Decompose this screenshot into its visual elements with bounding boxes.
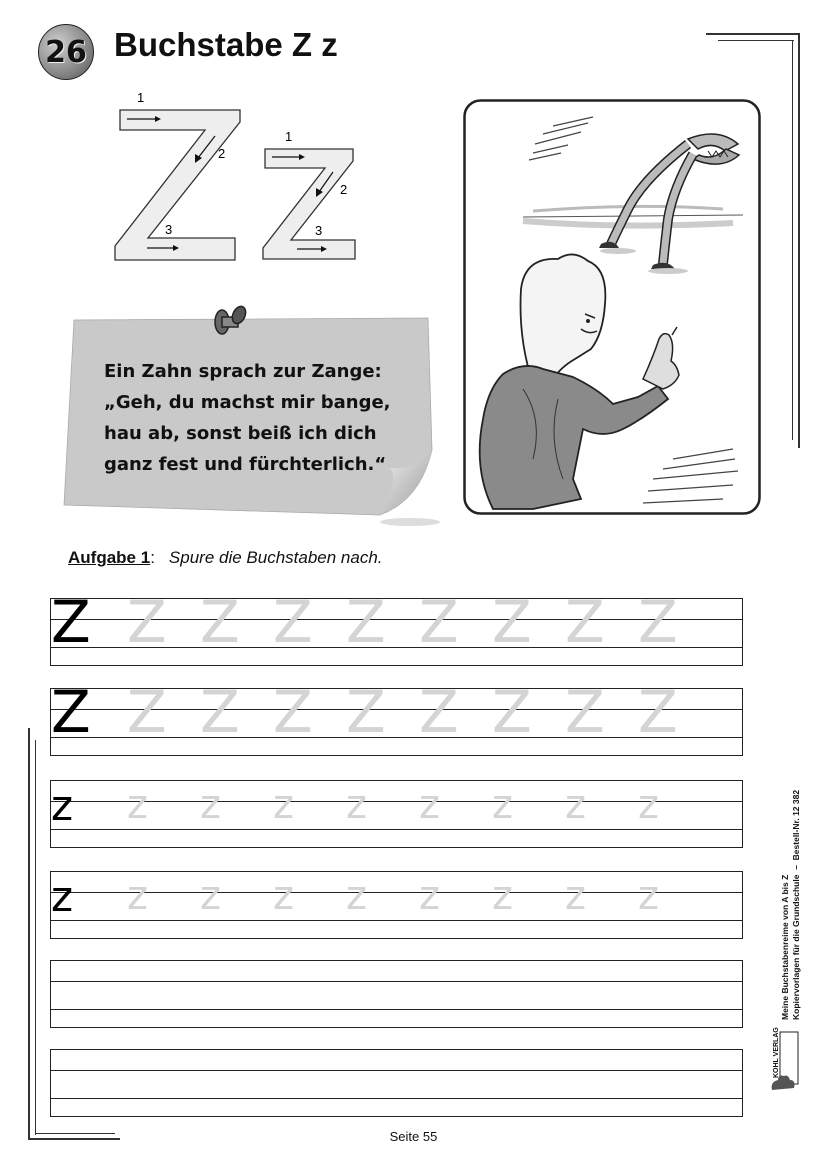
trace-letter: z xyxy=(127,782,148,828)
trace-letter: Z xyxy=(419,678,459,746)
trace-letter: Z xyxy=(419,588,459,656)
rhyme-line-2: „Geh, du machst mir bange, xyxy=(104,392,391,413)
upper-step-2: 2 xyxy=(218,146,226,161)
trace-letter: z xyxy=(638,873,659,919)
frame-left-vertical-2 xyxy=(35,740,36,1135)
model-letter: Z xyxy=(51,678,91,746)
trace-letter: z xyxy=(127,873,148,919)
tooth-and-pliers-illustration xyxy=(463,99,761,515)
sidebar-order-number: Bestell-Nr. 12 382 xyxy=(791,789,801,861)
sidebar-separator: – xyxy=(791,865,801,870)
writing-guide-line xyxy=(51,981,742,982)
sidebar-subtitle xyxy=(791,790,801,1020)
trace-letter: Z xyxy=(565,678,605,746)
tracing-row[interactable] xyxy=(50,678,743,756)
frame-right-vertical xyxy=(798,33,800,448)
lower-step-2: 2 xyxy=(340,182,348,197)
rhyme-text xyxy=(104,356,391,480)
writing-guide-line xyxy=(51,1009,742,1010)
writing-guide-line xyxy=(51,920,742,921)
stroke-order-lower-z xyxy=(255,128,365,263)
upper-step-3: 3 xyxy=(165,222,173,237)
trace-letter: z xyxy=(200,782,221,828)
page-footer: Seite 55 xyxy=(389,1129,438,1144)
trace-letter: Z xyxy=(200,678,240,746)
upper-step-1: 1 xyxy=(137,90,145,105)
frame-top-right xyxy=(706,33,800,35)
frame-left-vertical xyxy=(28,728,30,1140)
stroke-order-upper-z xyxy=(105,88,245,263)
trace-letter: Z xyxy=(273,588,313,656)
task-text: Spure die Buchstaben nach. xyxy=(168,548,383,567)
writing-guide-line xyxy=(51,829,742,830)
trace-letter: z xyxy=(492,782,513,828)
tracing-row[interactable] xyxy=(50,960,743,1028)
writing-guide-line xyxy=(51,1070,742,1071)
page-number-badge xyxy=(38,24,94,80)
trace-letter: z xyxy=(492,873,513,919)
page-title: Buchstabe Z z xyxy=(114,26,338,63)
sidebar-series-title: Meine Buchstabenreime von A bis Z xyxy=(780,874,790,1020)
rhyme-line-1: Ein Zahn sprach zur Zange: xyxy=(104,361,382,382)
model-letter: z xyxy=(51,872,74,921)
task-label: Aufgabe 1 xyxy=(68,548,151,567)
task-colon: : xyxy=(150,548,155,567)
trace-letter: z xyxy=(638,782,659,828)
trace-letter: Z xyxy=(200,588,240,656)
publisher-logo-text: KOHL VERLAG xyxy=(773,1027,780,1078)
tracing-row[interactable] xyxy=(50,780,743,848)
page-number: 26 xyxy=(45,34,87,70)
task-instruction xyxy=(68,548,383,568)
trace-letter: z xyxy=(273,873,294,919)
tracing-row[interactable] xyxy=(50,871,743,939)
rhyme-line-3: hau ab, sonst beiß ich dich xyxy=(104,423,377,444)
rhyme-line-4: ganz fest und fürchterlich.“ xyxy=(104,454,387,475)
model-letter: z xyxy=(51,781,74,830)
trace-letter: z xyxy=(273,782,294,828)
trace-letter: Z xyxy=(492,678,532,746)
publisher-sidebar xyxy=(780,770,820,1020)
trace-letter: z xyxy=(346,782,367,828)
trace-letter: Z xyxy=(346,588,386,656)
model-letter: Z xyxy=(51,588,91,656)
trace-letter: z xyxy=(200,873,221,919)
trace-letter: z xyxy=(565,782,586,828)
trace-letter: z xyxy=(565,873,586,919)
trace-letter: z xyxy=(346,873,367,919)
lower-step-1: 1 xyxy=(285,129,293,144)
trace-letter: Z xyxy=(565,588,605,656)
trace-letter: Z xyxy=(127,678,167,746)
writing-guide-line xyxy=(51,1098,742,1099)
frame-right-vertical-2 xyxy=(792,40,793,440)
trace-letter: Z xyxy=(273,678,313,746)
trace-letter: Z xyxy=(638,588,678,656)
push-pin-icon xyxy=(208,300,252,340)
tracing-row[interactable] xyxy=(50,588,743,666)
lower-step-3: 3 xyxy=(315,223,323,238)
trace-letter: Z xyxy=(492,588,532,656)
tracing-row[interactable] xyxy=(50,1049,743,1117)
publisher-logo-icon xyxy=(766,1030,802,1094)
trace-letter: Z xyxy=(127,588,167,656)
trace-letter: z xyxy=(419,782,440,828)
sidebar-subtitle-text: Kopiervorlagen für die Grundschule xyxy=(791,874,801,1020)
trace-letter: Z xyxy=(346,678,386,746)
trace-letter: z xyxy=(419,873,440,919)
frame-top-right-2 xyxy=(718,40,794,41)
trace-letter: Z xyxy=(638,678,678,746)
